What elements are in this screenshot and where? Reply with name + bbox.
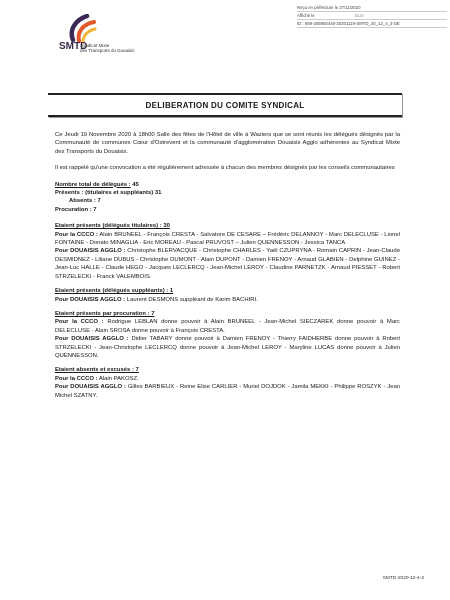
- absents-heading: Etaient absents et excusés : 7: [55, 367, 139, 374]
- absents-count: [55, 197, 400, 205]
- stamp-received-line: Reçu en préfecture le 27/11/2020: [297, 4, 447, 12]
- stamp-posted-label: Affiché le: [297, 13, 315, 18]
- document-reference: SMTD-2020-12-4-2: [382, 576, 424, 581]
- absents-value: 7: [97, 198, 101, 205]
- douaisis-label: Pour DOUAISIS AGGLO :: [55, 248, 126, 255]
- presents-label: Présents :: [55, 190, 84, 197]
- convocation-paragraph: Il est rappelé qu'une convocation a été régulièrement adressée à chacun des membres désignés par les conseils communautaires: [55, 165, 395, 172]
- procuration-douaisis: [55, 335, 400, 360]
- document-body: [55, 131, 400, 400]
- douaisis-names: Gilles BARBIEUX - Reine Elise CARLIER - Muriel DOJDOK - Jamila MEKKI - Philippe ROSZYK - Jean Michel SZATNY.: [55, 384, 400, 399]
- brand-subtitle-line-1: Syndicat Mixte: [80, 43, 110, 48]
- total-delegates: [55, 181, 400, 189]
- procuration-count: [55, 206, 400, 214]
- ccco-names: Rodrigue LEBLAN donne pouvoir à Alain BRUNEEL - Jean-Michel SIECZAREK donne pouvoir à Marc DELECLUSE - Alain SROSA donne pouvoir à François CRESTA.: [55, 319, 400, 334]
- ccco-names: Alain PAKOSZ.: [98, 375, 139, 382]
- total-value: 45: [132, 181, 139, 188]
- douaisis-label: Pour DOUAISIS AGGLO :: [55, 296, 126, 303]
- brand-name: SMTD: [59, 41, 88, 52]
- ccco-label: Pour la CCCO :: [55, 231, 98, 238]
- douaisis-label: Pour DOUAISIS AGGLO :: [55, 336, 129, 343]
- procuration-heading: Etaient présents par procuration : 7: [55, 310, 155, 317]
- procuration-value: 7: [93, 206, 97, 213]
- suppleants-heading: Etaient présents (délégués suppléants) : 1: [55, 288, 174, 295]
- brand-subtitle: [80, 43, 135, 53]
- titulaires-douaisis: [55, 247, 400, 281]
- total-label: Nombre total de délégués :: [55, 181, 131, 188]
- presents-value: (titulaires et suppléants) 31: [85, 190, 162, 197]
- stamp-id-line: ID : 059-255900440-20201119-SMTD_20_12_4_2-DE: [297, 20, 447, 28]
- prefecture-stamp: [297, 4, 447, 28]
- douaisis-label: Pour DOUAISIS AGGLO :: [55, 384, 126, 391]
- procuration-ccco: [55, 318, 400, 335]
- titulaires-heading: Etaient présents (délégués titulaires) : 30: [55, 223, 170, 230]
- brand-subtitle-line-2: des Transports du Douaisis: [80, 48, 135, 53]
- document-title: DELIBERATION DU COMITE SYNDICAL: [48, 93, 402, 117]
- titulaires-ccco: [55, 231, 400, 248]
- ccco-label: Pour la CCCO :: [55, 375, 98, 382]
- douaisis-names: Laurent DESMONS suppléant de Karim BACHIRI.: [126, 296, 258, 303]
- suppleants-douaisis: [55, 296, 400, 304]
- douaisis-names: Christophe BLERVACQUE - Christophe CHARLES - Yaël CZUPRYNA - Romain CAPRIN - Jean-Claude DESMIDNEZ - Liliane DUBUS - Christophe DUMONT - Alain DUPONT - Damien FRENOY - Arnaud GLABIEN - Delphine GUINEZ - Jean-Luc HALLE - Claude HEGO - Jacques LECLERCQ - Jean-Michel LEROY - Claudine PARNETZK - Arnaud PIESSET - Robert STRZELECKI - Franck VALEMBOIS.: [55, 248, 400, 280]
- presents-count: [55, 189, 400, 197]
- absents-ccco: [55, 375, 400, 383]
- intro-paragraph: Ce Jeudi 19 Novembre 2020 à 18h00 Salle des fêtes de l'Hôtel de ville à Waziers que se sont réunis les délégués désignés par la Communauté de communes Cœur d'Ostrevent et la communauté d'agglomération Douaisis Agglo adhérentes au Syndicat Mixte des Transports du Douaisis.: [55, 132, 400, 155]
- absents-label: Absents :: [69, 198, 96, 205]
- stamp-posted-line: [297, 12, 447, 20]
- douaisis-names: Didier TABARY donne pouvoir à Damien FRENOY - Thierry FAIDHERBE donne pouvoir à Robert STRZELECKI - Jean-Christophe LECLERCQ donne pouvoir à Jean-Michel LEROY - Maryline LUCAS donne pouvoir à Julien QUENNESSON.: [55, 336, 400, 359]
- ccco-names: Alain BRUNEEL - François CRESTA - Salvatore DE CESARE – Frédéric DELANNOY - Marc DELECLUSE - Lionel FONTAINE - Donato MINAGLIA - Eric MOREAU - Pascal PRUVOST – Julien QUENNESSON - Jessica TANCA: [55, 231, 401, 247]
- procuration-label: Procuration :: [55, 206, 92, 213]
- ccco-label: Pour la CCCO :: [55, 319, 104, 326]
- absents-douaisis: [55, 383, 400, 400]
- slo-mark: SLO: [354, 13, 364, 18]
